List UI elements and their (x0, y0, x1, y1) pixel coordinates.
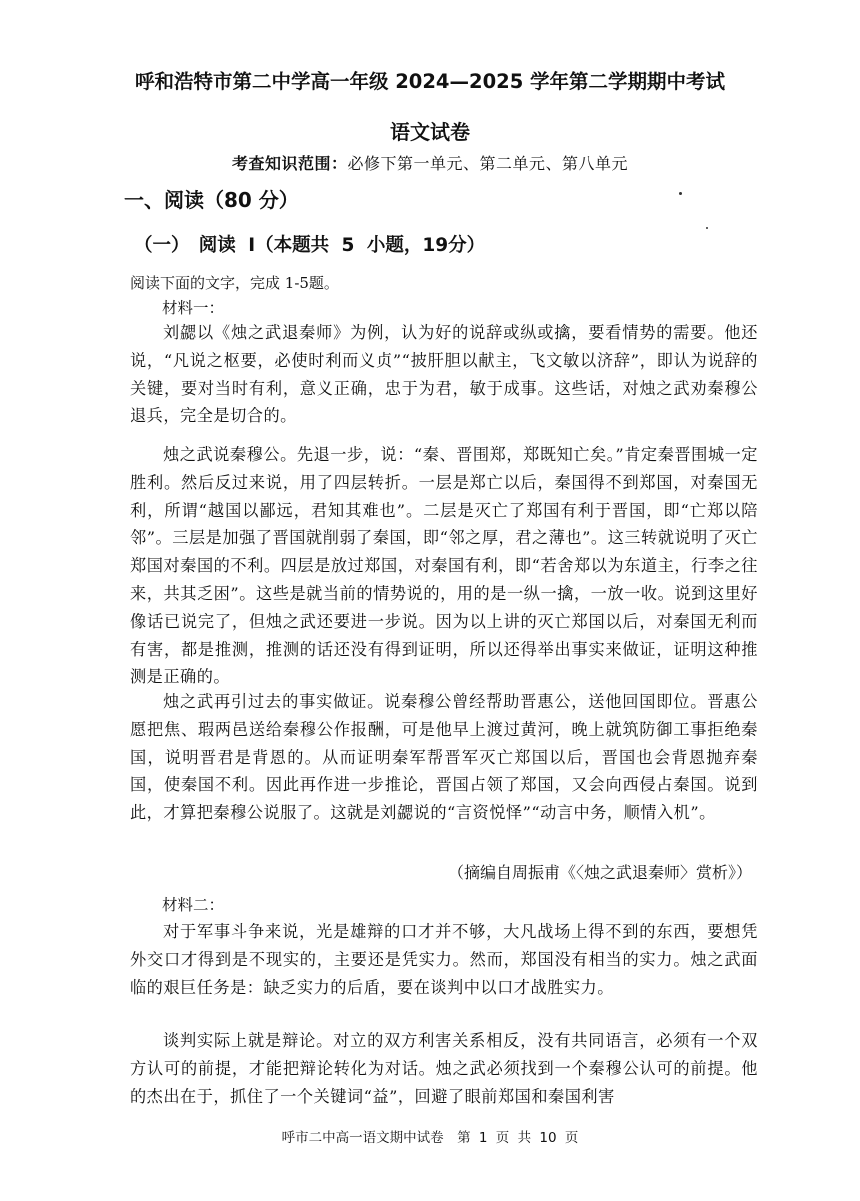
knowledge-scope (0, 151, 860, 174)
page-footer: 呼市二中高一语文期中试卷 第 1 页 共 10 页 (281, 1130, 579, 1146)
material-1-paragraph-2: 烛之武说秦穆公。先退一步，说：“秦、晋围郑，郑既知亡矣。”肯定秦晋围城一定胜利。然后反过来说，用了四层转折。一层是郑亡以后，秦国得不到郑国，对秦国无利，所谓“越国以鄙远，君知其难也”。二层是灭亡了郑国有利于晋国，即“亡郑以陪邻”。三层是加强了晋国就削弱了秦国，即“邻之厚，君之薄也”。这三转就说明了灭亡郑国对秦国的不利。四层是放过郑国，对秦国有利，即“若舍郑以为东道主，行李之往来，共其乏困”。这些是就当前的情势说的，用的是一纵一擒，一放一收。说到这里好像话已说完了，但烛之武还要进一步说。因为以上讲的灭亡郑国以后，对秦国无利而有害，都是推测，推测的话还没有得到证明，所以还得举出事实来做证，证明这种推测是正确的。 (130, 445, 758, 687)
material-2-label: 材料二： (162, 896, 225, 914)
scan-speck (679, 192, 682, 195)
material-1-label: 材料一： (162, 299, 225, 317)
subsection-heading: （一） 阅读 Ⅰ（本题共 5 小题，19分） (134, 235, 486, 256)
material-2-paragraph-1: 对于军事斗争来说，光是雄辩的口才并不够，大凡战场上得不到的东西，要想凭外交口才得到是不现实的，主要还是凭实力。然而，郑国没有相当的实力。烛之武面临的艰巨任务是：缺乏实力的后盾，要在谈判中以口才战胜实力。 (130, 922, 758, 997)
scan-speck (706, 227, 708, 229)
material-1-source: （摘编自周振甫《〈烛之武退秦师〉赏析》） (447, 863, 752, 882)
material-1-paragraph-1: 刘勰以《烛之武退秦师》为例，认为好的说辞或纵或擒，要看情势的需要。他还说，“凡说之枢要，必使时利而义贞”“披肝胆以献主，飞文敏以济辞”，即认为说辞的关键，要对当时有利，意义正确，忠于为君，敏于成事。这些话，对烛之武劝秦穆公退兵，完全是切合的。 (130, 323, 758, 426)
material-2-paragraph-2: 谈判实际上就是辩论。对立的双方利害关系相反，没有共同语言，必须有一个双方认可的前提，才能把辩论转化为对话。烛之武必须找到一个秦穆公认可的前提。他的杰出在于，抓住了一个关键词“益”，回避了眼前郑国和秦国利害 (130, 1031, 758, 1106)
scope-label: 考查知识范围： (231, 154, 348, 173)
reading-instruction: 阅读下面的文字，完成 1-5题。 (130, 274, 339, 292)
scope-text: 必修下第一单元、第二单元、第八单元 (347, 154, 629, 173)
section-heading: 一、阅读（80 分） (124, 188, 299, 212)
exam-title: 呼和浩特市第二中学高一年级 2024—2025 学年第二学期期中考试 (134, 70, 726, 93)
exam-subtitle: 语文试卷 (390, 120, 470, 144)
material-1-paragraph-3: 烛之武再引过去的事实做证。说秦穆公曾经帮助晋惠公，送他回国即位。晋惠公愿把焦、瑕两邑送给秦穆公作报酬，可是他早上渡过黄河，晚上就筑防御工事拒绝秦国，说明晋君是背恩的。从而证明秦军帮晋军灭亡郑国以后，晋国也会背恩抛弃秦国，使秦国不利。因此再作进一步推论，晋国占领了郑国，又会向西侵占秦国。说到此，才算把秦穆公说服了。这就是刘勰说的“言资悦怿”“动言中务，顺情入机”。 (130, 692, 758, 823)
